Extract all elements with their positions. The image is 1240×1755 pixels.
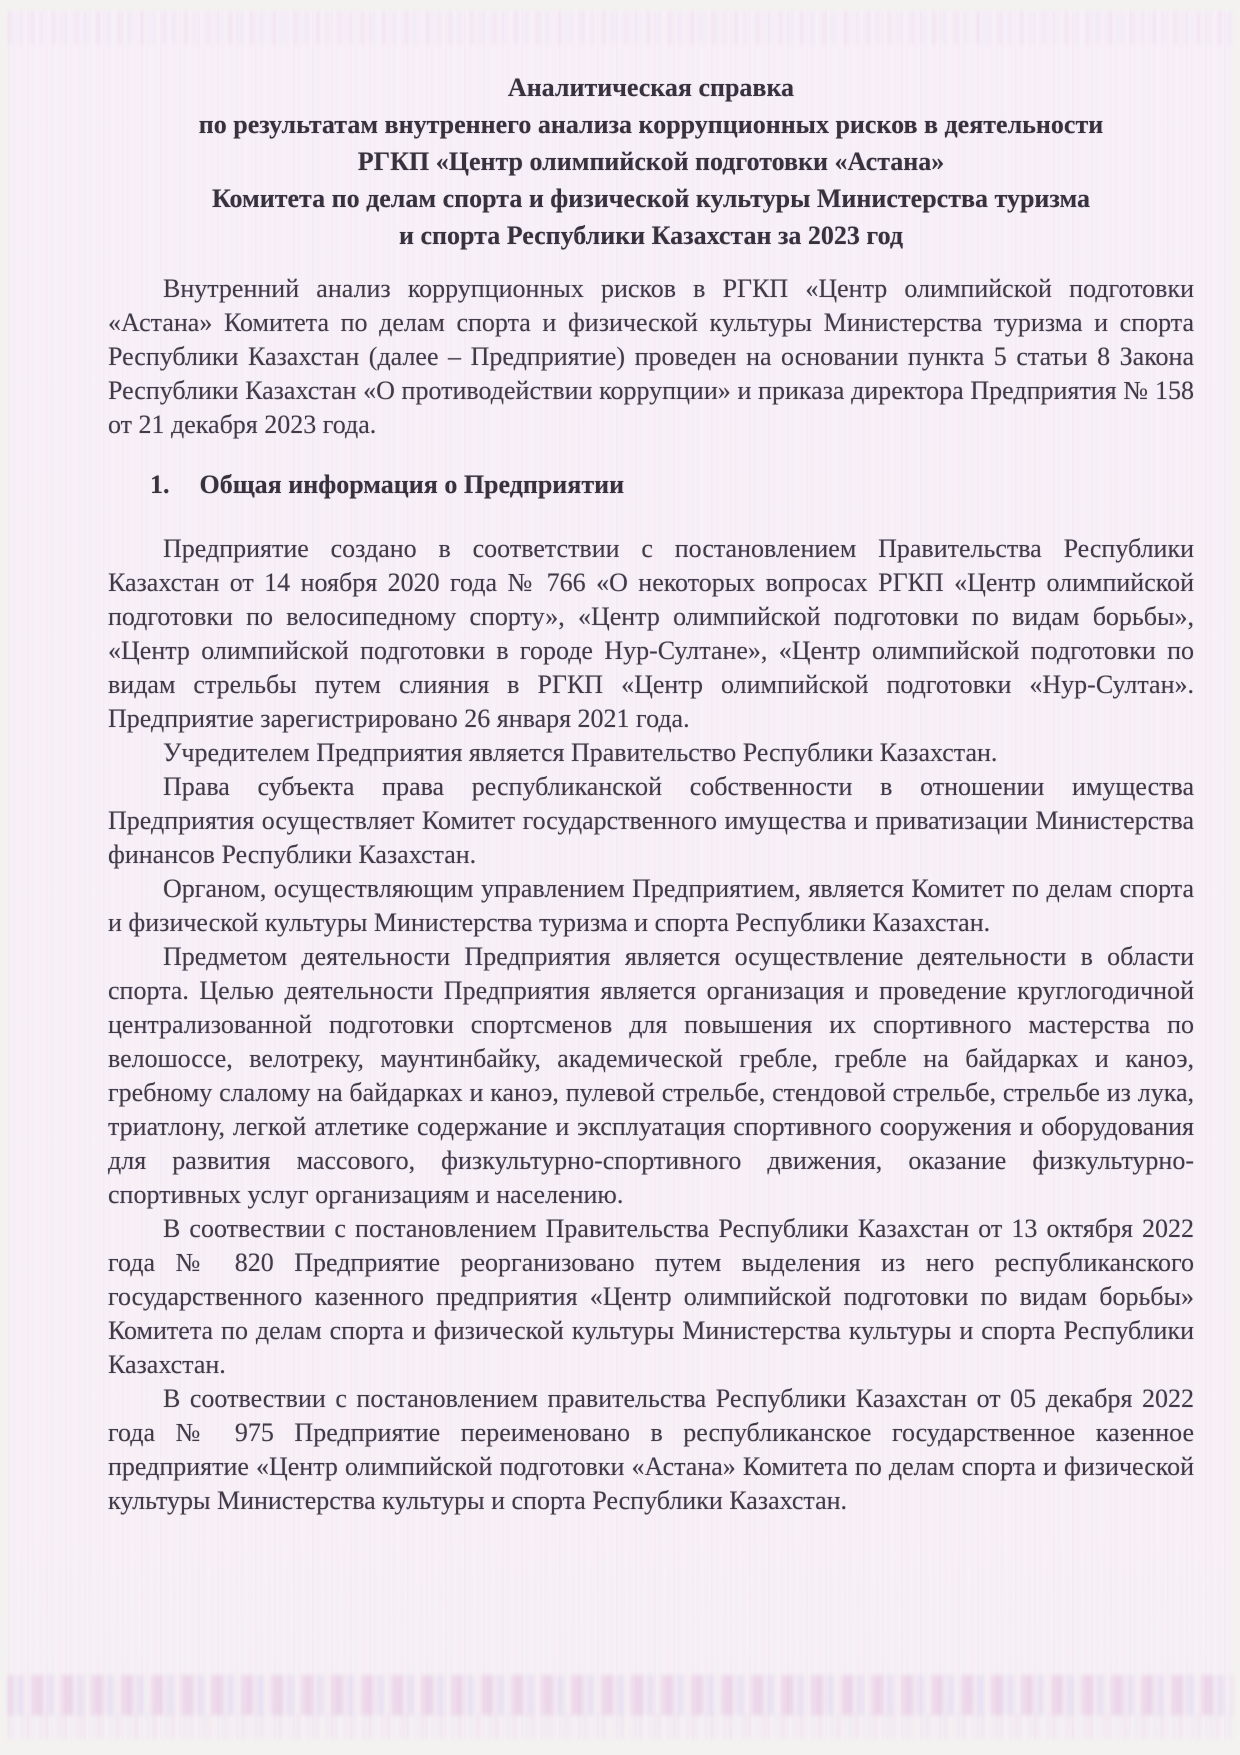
document-body bbox=[108, 69, 1194, 1518]
paragraph: Права субъекта права республиканской собственности в отношении имущества Предприятия осуществляет Комитет государственного имущества и приватизации Министерства финансов Республики Казахстан. bbox=[108, 772, 1194, 869]
title-line-4: Комитета по делам спорта и физической культуры Министерства туризма bbox=[211, 184, 1091, 213]
title-line-2: по результатам внутреннего анализа коррупционных рисков в деятельности bbox=[198, 110, 1104, 139]
section-1-title: Общая информация о Предприятии bbox=[199, 470, 625, 499]
title-line-1: Аналитическая справка bbox=[507, 73, 795, 102]
title-line-3: РГКП «Центр олимпийской подготовки «Астана» bbox=[357, 147, 945, 176]
scan-artifact-bottom-fade bbox=[8, 1713, 1233, 1739]
paragraph: В соотвествии с постановлением Правительства Республики Казахстан от 13 октября 2022 года № 820 Предприятие реорганизовано путем выделения из него республиканского государственного казенного предприятия «Центр олимпийской подготовки по видам борьбы» Комитета по делам спорта и физической культуры Министерства культуры и спорта Республики Казахстан. bbox=[108, 1214, 1194, 1379]
scan-artifact-top bbox=[8, 11, 1233, 45]
paragraph: В соотвествии с постановлением правительства Республики Казахстан от 05 декабря 2022 года № 975 Предприятие переименовано в республиканское государственное казенное предприятие «Центр олимпийской подготовки «Астана» Комитета по делам спорта и физической культуры Министерства культуры и спорта Республики Казахстан. bbox=[108, 1384, 1194, 1515]
title-line-5: и спорта Республики Казахстан за 2023 год bbox=[399, 221, 903, 250]
section-1-heading bbox=[108, 468, 1194, 502]
scanned-page bbox=[8, 11, 1233, 1739]
intro-paragraph: Внутренний анализ коррупционных рисков в РГКП «Центр олимпийской подготовки «Астана» Комитета по делам спорта и физической культуры Министерства туризма и спорта Республики Казахстан (далее – Предприятие) проведен на основании пункта 5 статьи 8 Закона Республики Казахстан «О противодействии коррупции» и приказа директора Предприятия № 158 от 21 декабря 2023 года. bbox=[108, 274, 1194, 439]
document-title bbox=[108, 69, 1194, 254]
paragraph: Органом, осуществляющим управлением Предприятием, является Комитет по делам спорта и физической культуры Министерства туризма и спорта Республики Казахстан. bbox=[108, 874, 1194, 937]
section-1-number: 1. bbox=[150, 470, 170, 499]
scan-artifact-bottom bbox=[8, 1675, 1233, 1715]
paragraph: Учредителем Предприятия является Правительство Республики Казахстан. bbox=[163, 738, 998, 767]
paragraph: Предприятие создано в соответствии с постановлением Правительства Республики Казахстан от 14 ноября 2020 года № 766 «О некоторых вопросах РГКП «Центр олимпийской подготовки по велосипедному спорту», «Центр олимпийской подготовки по видам борьбы», «Центр олимпийской подготовки в городе Нур-Султане», «Центр олимпийской подготовки по видам стрельбы путем слияния в РГКП «Центр олимпийской подготовки «Нур-Султан». Предприятие зарегистрировано 26 января 2021 года. bbox=[108, 534, 1194, 733]
paragraph: Предметом деятельности Предприятия является осуществление деятельности в области спорта. Целью деятельности Предприятия является организация и проведение круглогодичной централизованной подготовки спортсменов для повышения их спортивного мастерства по велошоссе, велотреку, маунтинбайку, академической гребле, гребле на байдарках и каноэ, гребному слалому на байдарках и каноэ, пулевой стрельбе, стендовой стрельбе, стрельбе из лука, триатлону, легкой атлетике содержание и эксплуатация спортивного сооружения и оборудования для развития массового, физкультурно-спортивного движения, оказание физкультурно-спортивных услуг организациям и населению. bbox=[108, 942, 1194, 1209]
